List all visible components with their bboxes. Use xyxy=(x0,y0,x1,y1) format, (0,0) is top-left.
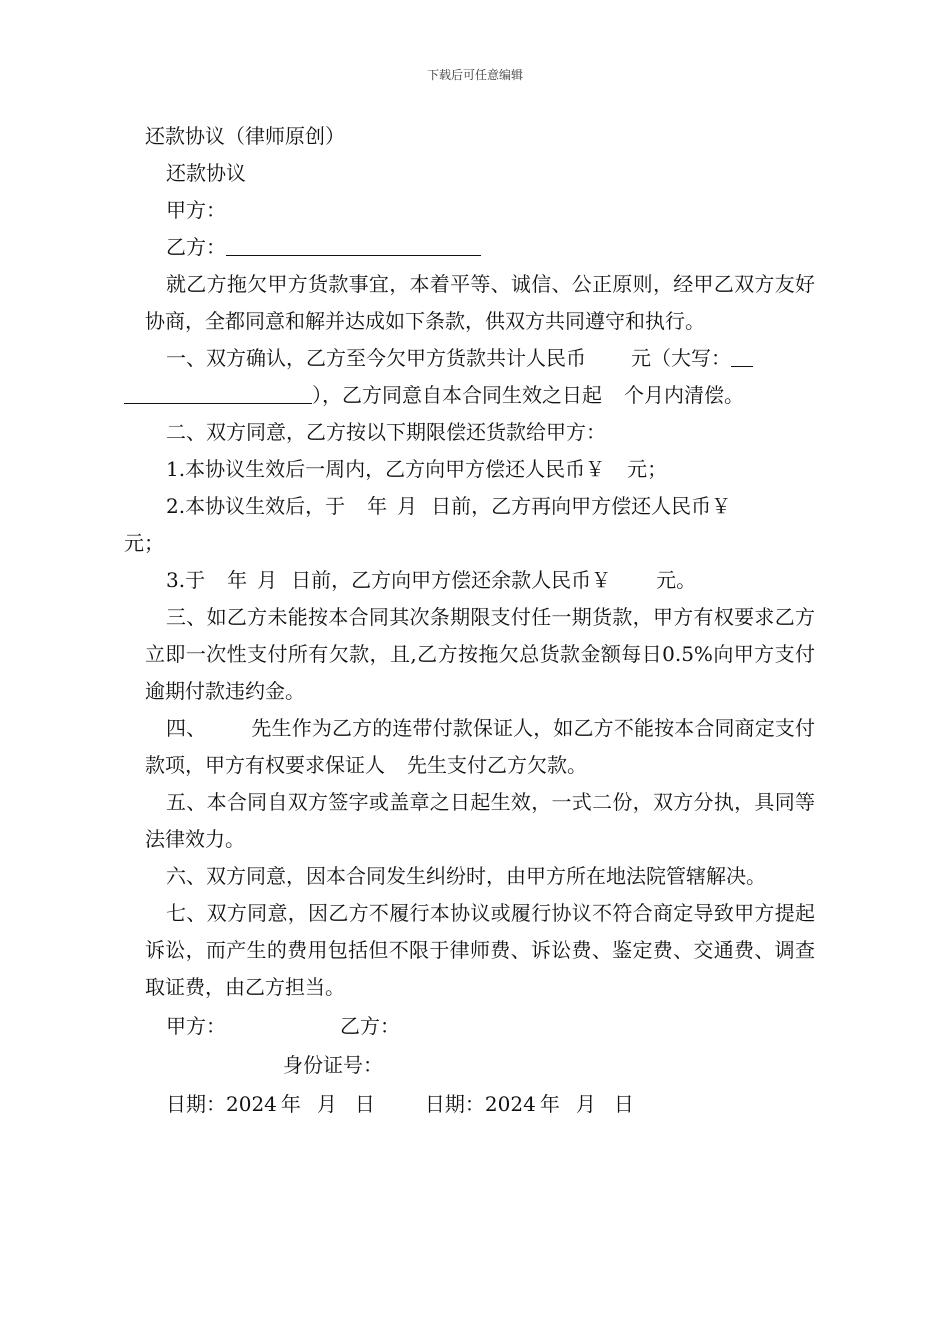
party-b-blank[interactable] xyxy=(226,233,481,256)
installment-2-year: 年 xyxy=(367,494,388,518)
installment-3-text-d: 日前，乙方向甲方偿还余款人民币￥ xyxy=(291,568,612,592)
clause-1-text-a: 一、双方确认，乙方至今欠甲方货款共计人民币 xyxy=(166,346,586,370)
clause-5: 五、本合同自双方签字或盖章之日起生效，一式二份，双方分执，具同等法律效力。 xyxy=(145,790,815,851)
installment-3-year: 年 xyxy=(227,568,248,592)
date-a-year: 2024 xyxy=(226,1092,277,1116)
page-header-note: 下载后可任意编辑 xyxy=(426,68,523,82)
sign-party-b-label: 乙方： xyxy=(340,1014,400,1038)
document-subtitle: 还款协议 xyxy=(166,161,246,185)
signature-row xyxy=(145,1008,815,1045)
document-title: 还款协议（律师原创） xyxy=(145,124,345,148)
party-b-line xyxy=(145,229,815,266)
date-b-year: 2024 xyxy=(484,1092,536,1116)
date-row xyxy=(145,1086,815,1123)
clause-4-text-b: 先生作为乙方的连带付款保证人，如乙方不能按本合同商定支付款项，甲方有权要求保证人 xyxy=(145,716,816,777)
installment-3-text-a: 3.于 xyxy=(166,568,206,592)
clause-1-text-d: 个月内清偿。 xyxy=(624,383,744,407)
date-b-day-char: 日 xyxy=(613,1092,634,1116)
clause-7: 七、双方同意，因乙方不履行本协议或履行协议不符合商定导致甲方提起诉讼，而产生的费用包括但不限于律师费、诉讼费、鉴定费、交通费、调查取证费，由乙方担当。 xyxy=(145,901,815,999)
party-b-label: 乙方： xyxy=(166,235,226,259)
sign-party-a-label: 甲方： xyxy=(166,1014,226,1038)
party-a-label: 甲方： xyxy=(166,198,226,222)
installment-2-month: 月 xyxy=(397,494,418,518)
id-number-row xyxy=(145,1047,815,1084)
clause-3: 三、如乙方未能按本合同其次条期限支付任一期货款，甲方有权要求乙方立即一次性支付所有欠款，且,乙方按拖欠总货款金额每日0.5%向甲方支付逾期付款违约金。 xyxy=(145,605,815,703)
installment-2-text-d: 日前，乙方再向甲方偿还人民币￥ xyxy=(431,494,732,518)
clause-2: 二、双方同意，乙方按以下期限偿还货款给甲方： xyxy=(166,420,606,444)
date-b-year-char: 年 xyxy=(539,1092,560,1116)
installment-2-text-e: 元； xyxy=(124,531,164,555)
installment-1-text-b: 元； xyxy=(627,457,668,481)
installment-1-text-a: 1.本协议生效后一周内，乙方向甲方偿还人民币￥ xyxy=(166,457,606,481)
clause-4 xyxy=(145,710,815,784)
intro-paragraph: 就乙方拖欠甲方货款事宜，本着平等、诚信、公正原则，经甲乙双方友好协商，全都同意和解并达成如下条款，供双方共同遵守和执行。 xyxy=(145,272,815,333)
installment-2-text-a: 2.本协议生效后，于 xyxy=(166,494,346,518)
clause-6: 六、双方同意，因本合同发生纠纷时，由甲方所在地法院管辖解决。 xyxy=(166,864,766,888)
clause-4-text-a: 四、 xyxy=(166,716,207,740)
installment-1 xyxy=(145,451,815,488)
installment-3-month: 月 xyxy=(257,568,278,592)
uppercase-amount-blank-1[interactable] xyxy=(731,344,753,367)
clause-4-text-c: 先生支付乙方欠款。 xyxy=(407,753,587,777)
clause-1-text-c: ），乙方同意自本合同生效之日起 xyxy=(312,383,602,407)
id-number-label: 身份证号： xyxy=(283,1053,383,1077)
date-b-month-char: 月 xyxy=(575,1092,596,1116)
date-b-label: 日期： xyxy=(424,1092,485,1116)
clause-1 xyxy=(145,340,815,414)
date-a-day-char: 日 xyxy=(354,1092,375,1116)
party-a-line xyxy=(145,192,815,229)
clause-1-text-b: 元（大写： xyxy=(631,346,731,370)
installment-3 xyxy=(145,562,815,599)
date-a-label: 日期： xyxy=(166,1092,226,1116)
uppercase-amount-blank-2[interactable] xyxy=(124,381,312,404)
installment-2 xyxy=(124,488,815,562)
agreement-body xyxy=(124,118,816,1123)
date-a-month-char: 月 xyxy=(316,1092,337,1116)
installment-3-text-e: 元。 xyxy=(656,568,697,592)
date-a-year-char: 年 xyxy=(280,1092,301,1116)
